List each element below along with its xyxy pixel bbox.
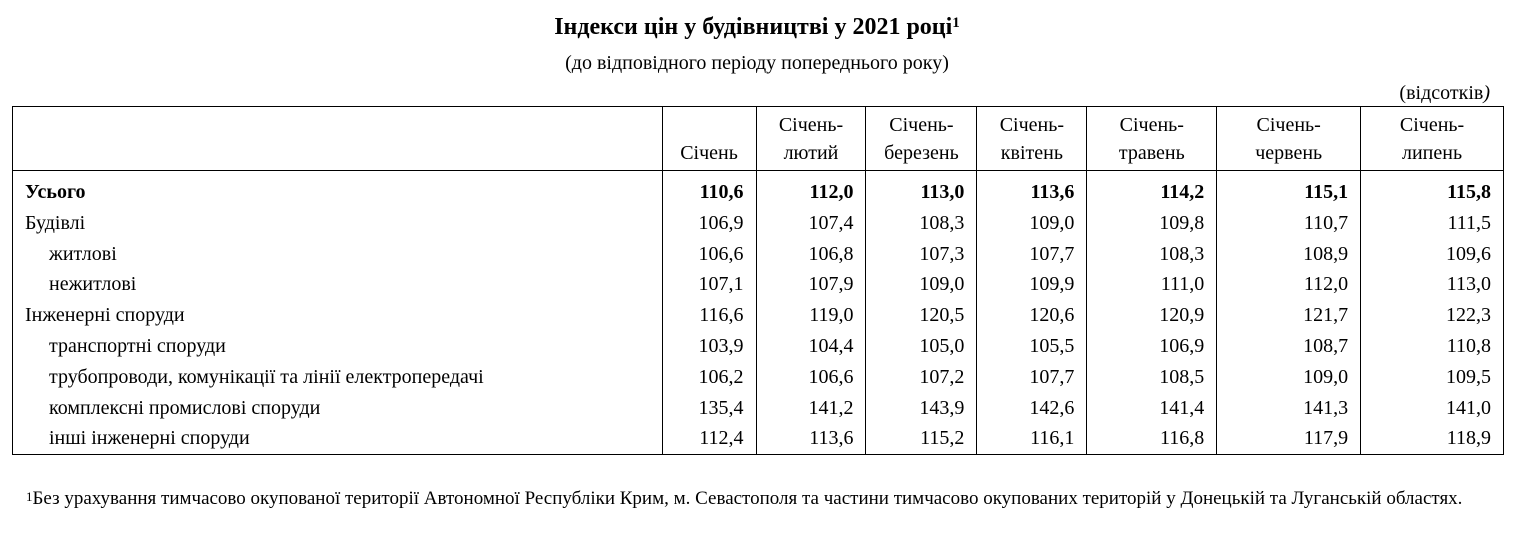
table-row [13, 239, 1504, 270]
table-header-row [13, 107, 1504, 171]
table-cell: 141,4 [1087, 393, 1217, 424]
table-cell: 116,6 [662, 300, 756, 331]
table-cell: 108,9 [1217, 239, 1361, 270]
header-line2: травень [1118, 142, 1185, 164]
header-line1: Січень- [1399, 114, 1465, 136]
footnote [26, 486, 1496, 511]
table-cell: 109,0 [866, 269, 977, 300]
page-title [0, 12, 1514, 42]
table-row [13, 362, 1504, 393]
table-cell: 106,2 [662, 362, 756, 393]
table-cell: 120,9 [1087, 300, 1217, 331]
table-cell: 105,5 [977, 331, 1087, 362]
row-label: Усього [13, 171, 663, 208]
header-line1: Січень- [1256, 114, 1321, 136]
row-label: трубопроводи, комунікації та лінії електропередачі [13, 362, 663, 393]
table-cell: 142,6 [977, 393, 1087, 424]
row-label: нежитлові [13, 269, 663, 300]
units-close-paren: ) [1483, 82, 1490, 104]
table-cell: 117,9 [1217, 423, 1361, 454]
units-note [1399, 80, 1490, 106]
table-cell: 107,4 [756, 208, 866, 239]
table-row [13, 393, 1504, 424]
table-cell: 107,2 [866, 362, 977, 393]
table-cell: 141,0 [1361, 393, 1504, 424]
units-text: (відсотків [1399, 82, 1484, 104]
header-line2: Січень [680, 142, 738, 164]
table-cell: 111,0 [1087, 269, 1217, 300]
table-cell: 106,9 [1087, 331, 1217, 362]
table-cell: 115,2 [866, 423, 977, 454]
row-label: Будівлі [13, 208, 663, 239]
table-row [13, 423, 1504, 454]
table-cell: 109,6 [1361, 239, 1504, 270]
table-row [13, 208, 1504, 239]
row-label: Інженерні споруди [13, 300, 663, 331]
header-line2: червень [1255, 142, 1323, 164]
table-cell: 112,4 [662, 423, 756, 454]
table-row [13, 300, 1504, 331]
header-line1: Січень- [778, 114, 844, 136]
header-cell [977, 107, 1087, 171]
table-cell: 106,9 [662, 208, 756, 239]
table-cell: 110,8 [1361, 331, 1504, 362]
table-cell: 135,4 [662, 393, 756, 424]
table-cell: 103,9 [662, 331, 756, 362]
table-cell: 113,0 [866, 171, 977, 208]
table-cell: 107,9 [756, 269, 866, 300]
table-cell: 114,2 [1087, 171, 1217, 208]
row-label: транспортні споруди [13, 331, 663, 362]
table-cell: 106,6 [662, 239, 756, 270]
header-line2: квітень [1000, 142, 1063, 164]
table-cell: 106,8 [756, 239, 866, 270]
table-cell: 108,3 [1087, 239, 1217, 270]
table-cell: 119,0 [756, 300, 866, 331]
table-cell: 121,7 [1217, 300, 1361, 331]
table-cell: 116,1 [977, 423, 1087, 454]
table-cell: 109,0 [977, 208, 1087, 239]
table-cell: 107,7 [977, 362, 1087, 393]
row-label: комплексні промислові споруди [13, 393, 663, 424]
table-cell: 110,6 [662, 171, 756, 208]
header-cell [1087, 107, 1217, 171]
table-cell: 106,6 [756, 362, 866, 393]
table-cell: 109,8 [1087, 208, 1217, 239]
page-subtitle: (до відповідного періоду попереднього року) [565, 52, 949, 74]
table-cell: 112,0 [756, 171, 866, 208]
header-label-cell [13, 107, 663, 171]
table-cell: 120,6 [977, 300, 1087, 331]
table-cell: 107,7 [977, 239, 1087, 270]
header-cell [866, 107, 977, 171]
table-cell: 118,9 [1361, 423, 1504, 454]
header-cell [662, 107, 756, 171]
table-cell: 109,5 [1361, 362, 1504, 393]
table-cell: 109,0 [1217, 362, 1361, 393]
header-cell [1217, 107, 1361, 171]
table-cell: 108,5 [1087, 362, 1217, 393]
table-cell: 109,9 [977, 269, 1087, 300]
table-cell: 107,1 [662, 269, 756, 300]
table-cell: 113,6 [756, 423, 866, 454]
table-cell: 141,3 [1217, 393, 1361, 424]
title-footnote-marker: 1 [952, 15, 960, 31]
header-line2: березень [884, 142, 959, 164]
table-cell: 111,5 [1361, 208, 1504, 239]
table-cell: 108,7 [1217, 331, 1361, 362]
table-cell: 122,3 [1361, 300, 1504, 331]
table-cell: 110,7 [1217, 208, 1361, 239]
footnote-marker: 1 [26, 489, 33, 504]
row-label: житлові [13, 239, 663, 270]
header-cell [756, 107, 866, 171]
table-cell: 107,3 [866, 239, 977, 270]
table-row [13, 331, 1504, 362]
table-cell: 113,6 [977, 171, 1087, 208]
header-line1: Січень- [1119, 114, 1184, 136]
table-row [13, 269, 1504, 300]
title-text: Індекси цін у будівництві у 2021 році [554, 14, 953, 40]
table-cell: 115,1 [1217, 171, 1361, 208]
table-cell: 141,2 [756, 393, 866, 424]
header-line1: Січень- [889, 114, 954, 136]
header-line2: лютий [783, 142, 839, 164]
header-cell [1361, 107, 1504, 171]
footnote-text: Без урахування тимчасово окупованої території Автономної Республіки Крим, м. Севастополя та частини тимчасово окупованих територій у Донецькій та Луганській областях. [32, 488, 1463, 509]
table-cell: 108,3 [866, 208, 977, 239]
table-cell: 113,0 [1361, 269, 1504, 300]
table-cell: 116,8 [1087, 423, 1217, 454]
header-line1: Січень- [999, 114, 1065, 136]
header-line2: липень [1402, 142, 1463, 164]
table-cell: 143,9 [866, 393, 977, 424]
table-cell: 115,8 [1361, 171, 1504, 208]
table-cell: 104,4 [756, 331, 866, 362]
row-label: інші інженерні споруди [13, 423, 663, 454]
table-row-total [13, 171, 1504, 208]
price-index-table [12, 106, 1504, 455]
table-cell: 120,5 [866, 300, 977, 331]
table-cell: 112,0 [1217, 269, 1361, 300]
table-cell: 105,0 [866, 331, 977, 362]
